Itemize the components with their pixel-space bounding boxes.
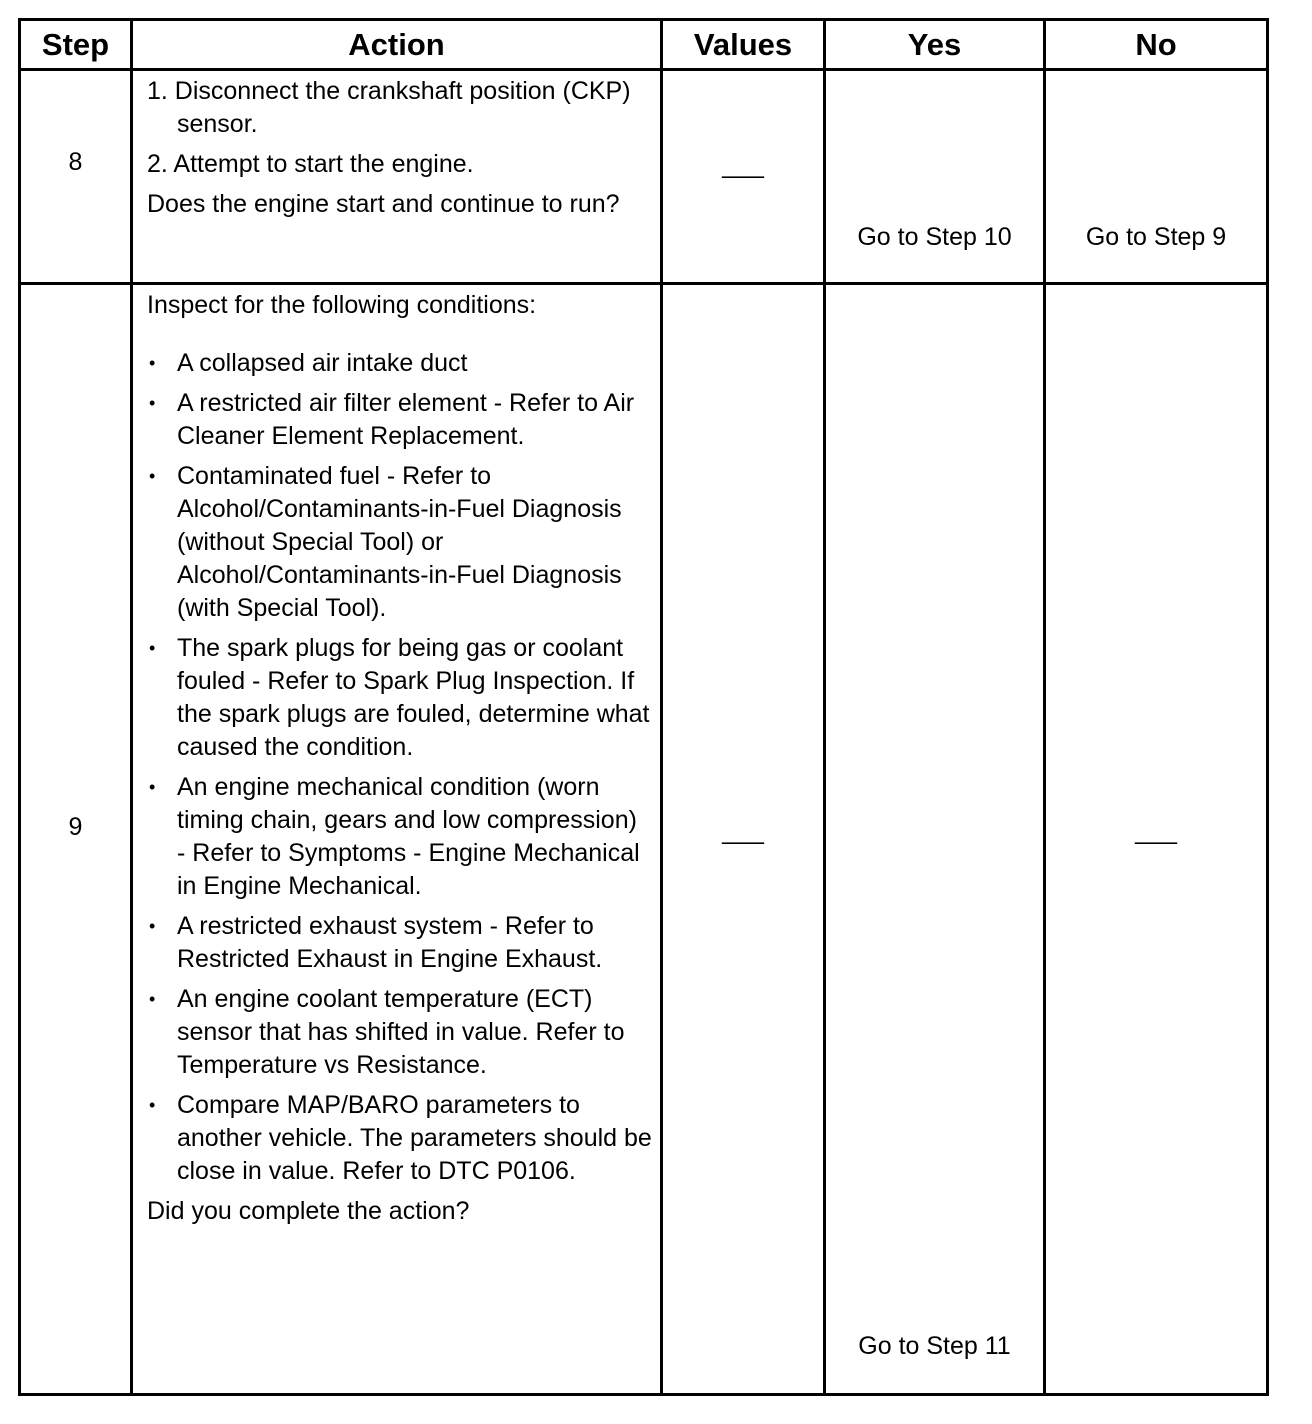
diagnostic-table — [18, 18, 1269, 1396]
action-content — [147, 289, 652, 1228]
list-item: • An engine mechanical condition (worn timing chain, gears and low compression) - Refer to Symptoms - Engine Mechanical in Engine Mechanical. — [147, 771, 652, 903]
no-link[interactable]: Go to Step 9 — [1085, 223, 1227, 251]
header-yes: Yes — [825, 20, 1045, 70]
yes-link[interactable]: Go to Step 10 — [857, 223, 1012, 251]
yes-cell — [825, 284, 1045, 1395]
action-cell — [132, 70, 662, 284]
action-item: 2. Attempt to start the engine. — [147, 150, 474, 178]
step-cell — [20, 70, 132, 284]
step-number: 8 — [68, 148, 83, 176]
step-cell — [20, 284, 132, 1395]
action-intro: Inspect for the following conditions: — [147, 291, 537, 319]
table-row-step-9 — [20, 284, 1268, 1395]
header-values: Values — [662, 20, 825, 70]
no-placeholder: ___ — [1135, 817, 1177, 845]
list-item: • An engine coolant temperature (ECT) sensor that has shifted in value. Refer to Temperature vs Resistance. — [147, 983, 652, 1082]
values-cell — [662, 284, 825, 1395]
no-cell — [1045, 284, 1268, 1395]
header-no: No — [1045, 20, 1268, 70]
step-number: 9 — [68, 813, 83, 841]
list-item: • Contaminated fuel - Refer to Alcohol/Contaminants-in-Fuel Diagnosis (without Special Tool) or Alcohol/Contaminants-in-Fuel Diagnosis (with Special Tool). — [147, 460, 652, 625]
list-item: • A restricted exhaust system - Refer to Restricted Exhaust in Engine Exhaust. — [147, 910, 652, 976]
condition-list — [147, 347, 652, 1188]
header-step: Step — [20, 20, 132, 70]
action-cell — [132, 284, 662, 1395]
action-content — [147, 75, 652, 221]
action-question: Did you complete the action? — [147, 1197, 470, 1225]
list-item: • The spark plugs for being gas or coolant fouled - Refer to Spark Plug Inspection. If the spark plugs are fouled, determine what caused the condition. — [147, 632, 652, 764]
values-placeholder: ___ — [722, 817, 764, 845]
yes-link[interactable]: Go to Step 11 — [858, 1332, 1011, 1360]
table-row-step-8 — [20, 70, 1268, 284]
header-row — [20, 20, 1268, 70]
yes-cell — [825, 70, 1045, 284]
action-item: 1. Disconnect the crankshaft position (CKP) sensor. — [147, 77, 631, 138]
values-placeholder: ___ — [722, 151, 764, 179]
no-cell — [1045, 70, 1268, 284]
header-action: Action — [132, 20, 662, 70]
list-item: • Compare MAP/BARO parameters to another vehicle. The parameters should be close in value. Refer to DTC P0106. — [147, 1089, 652, 1188]
list-item: • A collapsed air intake duct — [147, 347, 652, 380]
values-cell — [662, 70, 825, 284]
list-item: • A restricted air filter element - Refer to Air Cleaner Element Replacement. — [147, 387, 652, 453]
action-question: Does the engine start and continue to run? — [147, 190, 620, 218]
